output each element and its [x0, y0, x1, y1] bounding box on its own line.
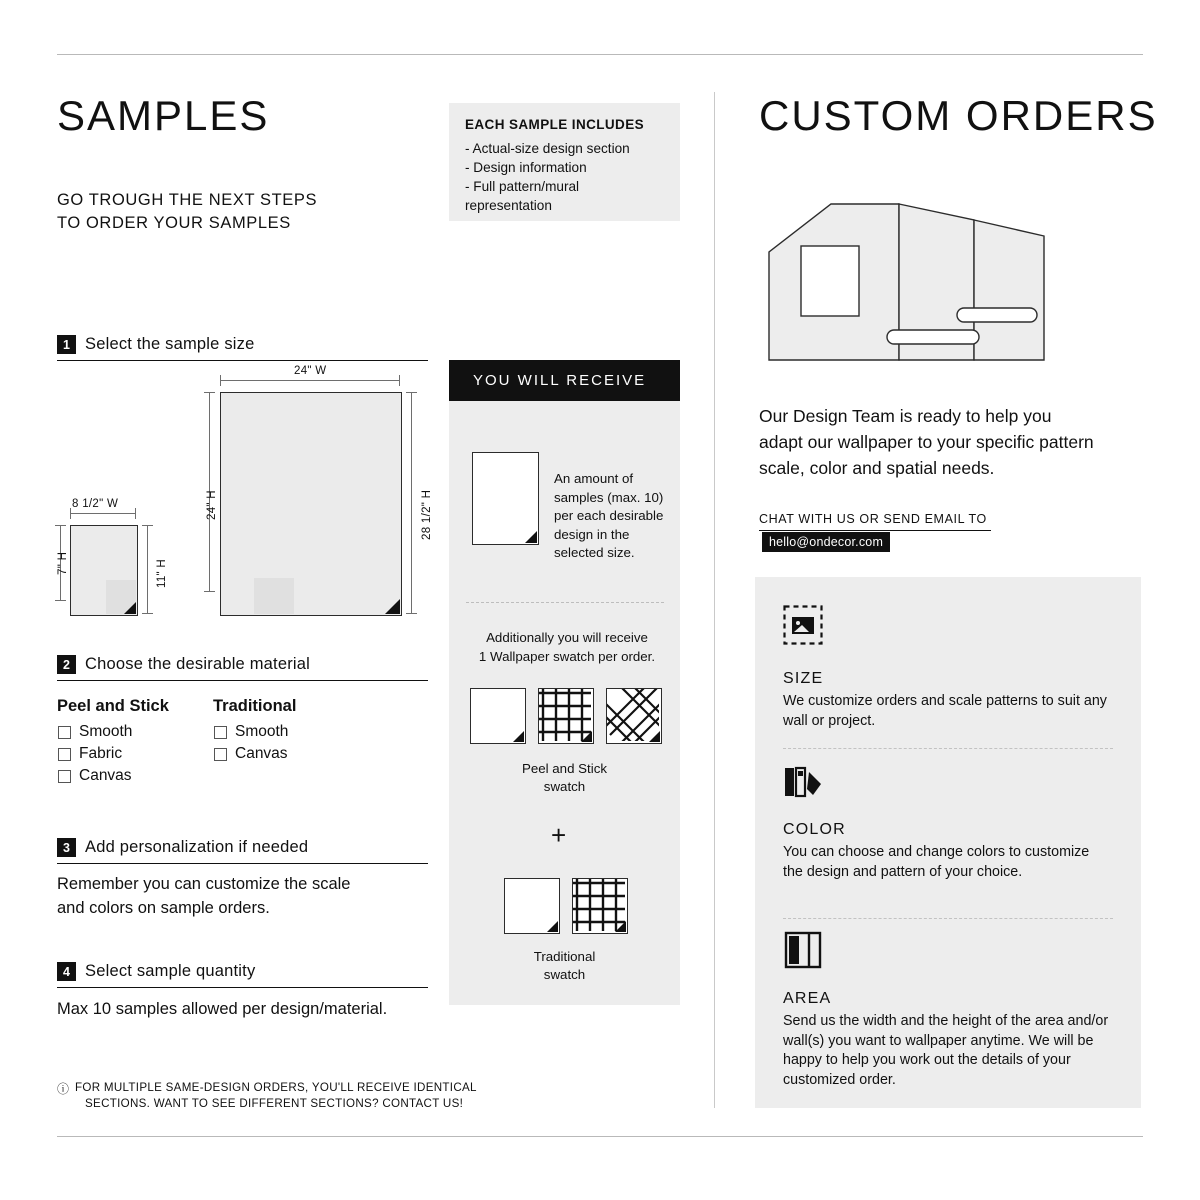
dim-tick — [406, 392, 417, 393]
checkbox-label: Fabric — [79, 745, 123, 762]
bottom-divider — [57, 1136, 1143, 1137]
step-4-header — [57, 962, 428, 981]
samples-title: SAMPLES — [57, 92, 270, 139]
each-sample-includes-title: EACH SAMPLE INCLUDES — [465, 117, 645, 132]
large-sample-corner-fold — [385, 599, 400, 614]
panel-divider-1 — [466, 602, 664, 603]
label-big-width: 24" W — [294, 365, 327, 377]
checkbox-traditional-smooth[interactable] — [214, 723, 288, 741]
size-icon — [783, 605, 823, 650]
feature-body-color: You can choose and change colors to customize the design and pattern of your choice. — [783, 844, 1090, 880]
you-will-receive-title: YOU WILL RECEIVE — [473, 372, 647, 389]
step-1-header — [57, 335, 428, 354]
dim-tick — [135, 508, 136, 519]
dim-tick — [204, 591, 215, 592]
footnote-line1: FOR MULTIPLE SAME-DESIGN ORDERS, YOU'LL RECEIVE IDENTICAL — [75, 1081, 477, 1094]
material-group-peel-and-stick-title: Peel and Stick — [57, 697, 169, 715]
list-item: representation — [465, 198, 552, 213]
step-4-label: Select sample quantity — [85, 962, 256, 980]
top-divider — [57, 54, 1143, 55]
sample-amount-text: An amount of samples (max. 10) per each desirable design in the selected size. — [554, 471, 664, 560]
dim-tick — [142, 613, 153, 614]
large-sample-swatch — [254, 578, 294, 614]
samples-subtitle-line1: GO TROUGH THE NEXT STEPS — [57, 191, 318, 209]
step-3-header — [57, 838, 428, 857]
additional-line1: Additionally you will receive — [486, 630, 648, 645]
checkbox-icon[interactable] — [214, 726, 227, 739]
checkbox-traditional-canvas[interactable] — [214, 745, 288, 763]
step-4-body: Max 10 samples allowed per design/material. — [57, 1000, 388, 1018]
checkbox-label: Smooth — [235, 723, 289, 740]
step-2-underline — [57, 680, 428, 681]
dim-line-big-width — [220, 380, 400, 381]
label-big-height: 24" H — [206, 490, 218, 520]
footnote-line2: SECTIONS. WANT TO SEE DIFFERENT SECTIONS? CONTACT US! — [85, 1097, 464, 1110]
step-3-body-line1: Remember you can customize the scale — [57, 875, 351, 893]
dim-line-small-width — [70, 513, 136, 514]
dim-tick — [55, 525, 66, 526]
plus-icon: + — [551, 820, 567, 850]
checkbox-icon[interactable] — [58, 726, 71, 739]
area-panels-icon — [783, 930, 823, 975]
swatch-corner-fold — [513, 731, 524, 742]
small-sample-corner-fold — [124, 602, 136, 614]
feature-title-color: COLOR — [783, 821, 846, 838]
step-1-underline — [57, 360, 428, 361]
checkbox-peel-canvas[interactable] — [58, 767, 132, 785]
dim-tick — [70, 508, 71, 519]
label-small-height: 7" H — [57, 551, 69, 575]
checkbox-icon[interactable] — [58, 770, 71, 783]
step-3-number: 3 — [57, 838, 76, 857]
checkbox-peel-fabric[interactable] — [58, 745, 122, 763]
label-small-width: 8 1/2" W — [72, 498, 119, 510]
step-1-label: Select the sample size — [85, 335, 255, 353]
material-group-traditional-title: Traditional — [213, 697, 297, 715]
list-item: - Actual-size design section — [465, 141, 630, 156]
dim-tick — [406, 613, 417, 614]
dim-line-big-outer-height — [411, 392, 412, 614]
checkbox-icon[interactable] — [214, 748, 227, 761]
sample-sheet-corner-fold — [525, 531, 537, 543]
label-big-outer-height: 28 1/2" H — [421, 489, 433, 540]
caption-line2: swatch — [543, 967, 586, 982]
color-palette-icon — [783, 762, 823, 807]
feature-divider-2 — [783, 918, 1113, 919]
list-item: - Full pattern/mural — [465, 179, 580, 194]
label-small-outer-height: 11" H — [156, 558, 168, 588]
chat-underline — [759, 530, 991, 531]
peel-and-stick-swatch-caption — [449, 760, 680, 796]
checkbox-label: Smooth — [79, 723, 133, 740]
info-icon: ⓘ — [57, 1082, 70, 1096]
sample-size-diagram — [57, 365, 433, 620]
chat-label: CHAT WITH US OR SEND EMAIL TO — [759, 512, 987, 526]
step-4-underline — [57, 987, 428, 988]
swatch-corner-fold — [649, 731, 660, 742]
feature-body-area: Send us the width and the height of the area and/or wall(s) you want to wallpaper anytime. We will be happy to help you work out the details of your customized order. — [783, 1013, 1109, 1088]
samples-subtitle — [57, 189, 317, 235]
additional-swatch-text — [462, 628, 672, 666]
checkbox-icon[interactable] — [58, 748, 71, 761]
swatch-corner-fold — [615, 921, 626, 932]
custom-orders-title: CUSTOM ORDERS — [759, 92, 1158, 139]
dim-tick — [399, 375, 400, 386]
step-4-number: 4 — [57, 962, 76, 981]
email-link[interactable]: hello@ondecor.com — [762, 532, 890, 552]
design-team-text: Our Design Team is ready to help you adapt our wallpaper to your specific pattern scale, color and spatial needs. — [759, 406, 1094, 478]
feature-title-size: SIZE — [783, 670, 824, 687]
caption-line1: Traditional — [533, 949, 596, 964]
list-item: - Design information — [465, 160, 587, 175]
feature-divider-1 — [783, 748, 1113, 749]
step-3-body-line2: and colors on sample orders. — [57, 899, 270, 917]
dim-tick — [220, 375, 221, 386]
step-2-label: Choose the desirable material — [85, 655, 311, 673]
column-divider — [714, 92, 715, 1108]
caption-line2: swatch — [543, 779, 586, 794]
step-1-number: 1 — [57, 335, 76, 354]
footnote — [57, 1080, 477, 1112]
step-2-number: 2 — [57, 655, 76, 674]
feature-title-area: AREA — [783, 990, 832, 1007]
swatch-corner-fold — [547, 921, 558, 932]
dim-tick — [55, 600, 66, 601]
room-illustration — [759, 190, 1049, 380]
large-sample-rect — [220, 392, 402, 616]
samples-subtitle-line2: TO ORDER YOUR SAMPLES — [57, 214, 291, 232]
dim-line-small-outer-height — [147, 525, 148, 614]
checkbox-label: Canvas — [79, 767, 132, 784]
you-will-receive-header — [449, 360, 680, 401]
each-sample-includes-list — [465, 139, 630, 215]
step-3-body — [57, 872, 437, 920]
dim-tick — [204, 392, 215, 393]
step-3-underline — [57, 863, 428, 864]
checkbox-peel-smooth[interactable] — [58, 723, 132, 741]
step-3-label: Add personalization if needed — [85, 838, 309, 856]
caption-line1: Peel and Stick — [521, 761, 607, 776]
traditional-swatch-caption — [449, 948, 680, 984]
step-2-header — [57, 655, 428, 674]
checkbox-label: Canvas — [235, 745, 288, 762]
feature-body-size: We customize orders and scale patterns to suit any wall or project. — [783, 693, 1107, 729]
additional-line2: 1 Wallpaper swatch per order. — [478, 649, 656, 664]
dim-tick — [142, 525, 153, 526]
swatch-corner-fold — [581, 731, 592, 742]
